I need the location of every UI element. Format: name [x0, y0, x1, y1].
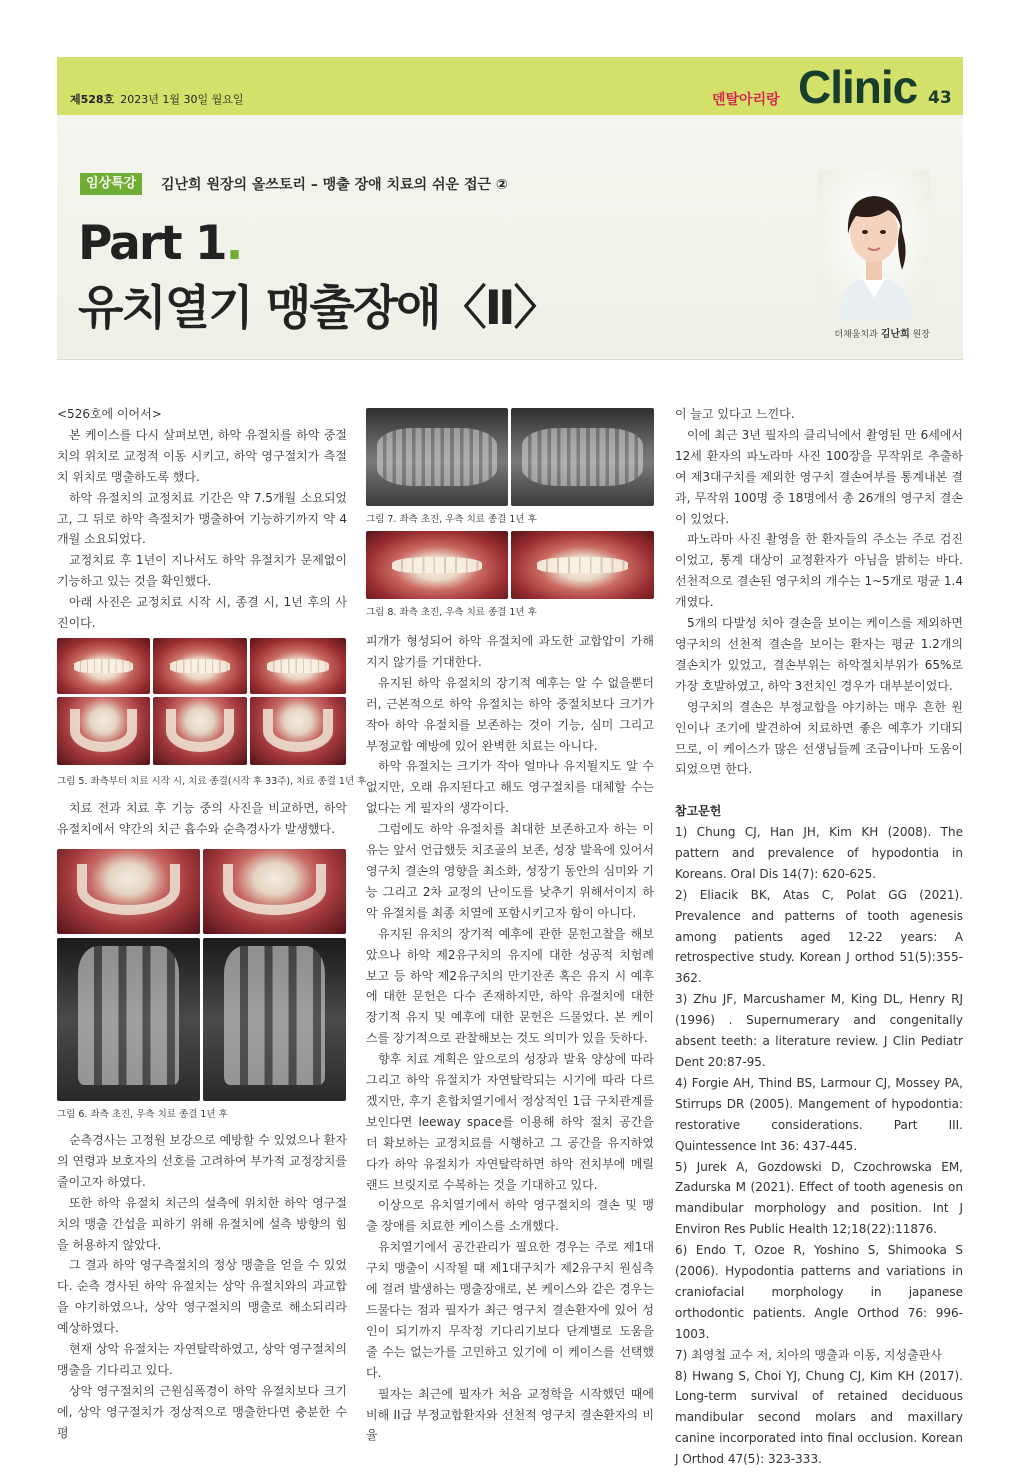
paragraph: 이에 최근 3년 필자의 클리닉에서 촬영된 만 6세에서 12세 환자의 파노라마 사진 100장을 무작위로 추출하여 제3대구치를 제외한 영구치 결손여부를 통계내본 결과, 무작위 100명 중 18명에서 총 26개의 영구치 결손이 있었다. — [675, 427, 963, 526]
fig5-photo-3 — [250, 638, 346, 694]
fig6-xray-2 — [203, 938, 346, 1101]
paragraph: 파노라마 사진 촬영을 한 환자들의 주소는 주로 검진이었고, 통계 대상이 교정환자가 아님을 밝히는 바다. 선천적으로 결손된 영구치의 개수는 1~5개로 평균 1.4개였다. — [675, 532, 963, 610]
category-badge: 임상특강 — [80, 173, 142, 195]
author-name: 김난희 — [880, 329, 910, 340]
fig7-pano-1 — [366, 408, 508, 506]
paragraph: 필자는 최근에 필자가 처음 교정학을 시작했던 때에 비해 II급 부정교합환자와 선천적 영구치 결손환자의 비율 — [366, 1386, 654, 1443]
col1-text-b — [57, 798, 347, 840]
paragraph: 이 늘고 있다고 느낀다. — [675, 407, 795, 421]
author-title: 원장 — [912, 330, 930, 340]
author-caption — [790, 325, 930, 340]
issue-info — [70, 91, 243, 107]
fig7-caption: 그림 7. 좌측 초진, 우측 치료 종결 1년 후 — [366, 514, 537, 525]
paragraph: 유치열기에서 공간관리가 필요한 경우는 주로 제1대구치 맹출이 시작될 때 제1대구치가 제2유구치 원심측에 걸려 발생하는 맹출장애로, 본 케이스와 같은 경우는 드물다는 점과 필자가 최근 영구치 결손환자에 있어 성인이 되기까지 무작정 기다리기보다 단계별로 도움을 줄 수는 없는가를 고민하고 있기에 이 케이스를 선택했다. — [366, 1240, 654, 1380]
paragraph: 향후 치료 계획은 앞으로의 성장과 발육 양상에 따라 그리고 하악 유절치가 자연탈락되는 시기에 따라 다르겠지만, 후기 혼합치열기에서 정상적인 1급 구치관계를 보인다면 leeway space를 이용해 하악 절치 공간을 더 확보하는 교정치료를 시행하고 그 공간을 유지하였다가 하악 유절치가 자연탈락하면 하악 전치부에 메릴랜드 브릿지로 수복하는 것을 기대하고 있다. — [366, 1052, 654, 1192]
reference-item: 1) Chung CJ, Han JH, Kim KH (2008). The pattern and prevalence of hypodontia in Koreans. Oral Dis 14(7): 620-625. — [675, 825, 963, 881]
fig6-xray-1 — [57, 938, 200, 1101]
fig5-photo-1 — [57, 638, 150, 694]
fig7-pano-2 — [511, 408, 654, 506]
reference-item: 2) Eliacik BK, Atas C, Polat GG (2021). Prevalence and patterns of tooth agenesis among patients aged 12-22 years: A retrospective study. Korean J orthod 51(5):355-362. — [675, 887, 963, 986]
references-heading: 참고문헌 — [675, 804, 722, 818]
issue-number: 제528호 — [70, 93, 115, 106]
paragraph: 피개가 형성되어 하악 유절치에 과도한 교합압이 가해지지 않기를 기대한다. — [366, 634, 654, 669]
paragraph: 본 케이스를 다시 살펴보면, 하악 유절치를 하악 중절치의 위치로 교정적 이동 시키고, 하악 영구절치가 측절치 위치로 맹출하도록 했다. — [57, 427, 347, 484]
paragraph: 그 결과 하악 영구측절치의 정상 맹출을 얻을 수 있었다. 순측 경사된 하악 유절치는 상악 유절치와의 과교합을 야기하였으나, 상악 영구절치의 맹출로 해소되리라 예상하였다. — [57, 1258, 347, 1336]
fig5-photo-5 — [153, 697, 247, 765]
paragraph: 하악 유절치는 크기가 작아 얼마나 유지될지도 알 수 없지만, 오래 유지된다고 해도 영구절치를 대체할 수는 없다는 게 필자의 생각이다. — [366, 759, 654, 816]
brand-name: 덴탈아리랑 — [712, 92, 780, 108]
fig5-photo-2 — [153, 638, 247, 694]
col2-text — [366, 631, 654, 1446]
paragraph: 또한 하악 유절치 치근의 설측에 위치한 하악 영구절치의 맹출 간섭을 피하기 위해 유절치에 설측 방향의 힘을 허용하지 않았다. — [57, 1195, 347, 1252]
fig5-photo-6 — [250, 697, 346, 765]
reference-item: 3) Zhu JF, Marcushamer M, King DL, Henry RJ (1996) . Supernumerary and congenitally absent teeth: a literature review. J Clin Pediatr Dent 20:87-95. — [675, 992, 963, 1069]
paragraph: 유지된 유치의 장기적 예후에 관한 문헌고찰을 해보았으나 하악 제2유구치의 유지에 대한 성공적 치험례 보고 등 하악 제2유구치의 만기잔존 혹은 유지 시 예후에 대한 문헌은 다수 존재하지만, 하악 유절치에 대한 장기적 유지 및 예후에 대한 문헌은 드물었다. 본 케이스를 장기적으로 관찰해보는 것도 의미가 있을 듯하다. — [366, 926, 654, 1046]
fig8-photo-2 — [511, 531, 654, 599]
col1-text-a — [57, 404, 347, 634]
main-title-line1 — [78, 216, 242, 271]
col1-text-c — [57, 1130, 347, 1444]
issue-date: 2023년 1월 30일 월요일 — [120, 93, 244, 106]
fig6-photo-1 — [57, 849, 200, 934]
fig8-photo-1 — [366, 531, 508, 599]
reference-item: 7) 최영철 교수 저, 치아의 맹출과 이동, 지성출판사 — [675, 1347, 942, 1362]
section-title: Clinic — [798, 61, 918, 113]
paragraph: <526호에 이어서> — [57, 407, 162, 421]
paragraph: 5개의 다발성 치아 결손을 보이는 케이스를 제외하면 영구치의 선천적 결손을 보이는 환자는 평균 1.2개의 결손치가 있었고, 결손부위는 하악절치부위가 65%로 가장 호발하였고, 하악 3전치인 경우가 대부분이었다. — [675, 616, 963, 693]
references-list — [675, 822, 963, 1470]
part-label: Part 1 — [78, 216, 226, 271]
fig8-caption: 그림 8. 좌측 초진, 우측 치료 종결 1년 후 — [366, 607, 537, 618]
author-clinic: 더채움치과 — [834, 330, 878, 340]
paragraph: 치료 전과 치료 후 기능 중의 사진을 비교하면, 하악 유절치에서 약간의 치근 흡수와 순측경사가 발생했다. — [57, 801, 347, 836]
author-portrait — [818, 170, 930, 320]
paragraph: 현재 상악 유절치는 자연탈락하였고, 상악 영구절치의 맹출을 기다리고 있다. — [57, 1342, 347, 1377]
paragraph: 하악 유절치의 교정치료 기간은 약 7.5개월 소요되었고, 그 뒤로 하악 측절치가 맹출하여 기능하기까지 약 4개월 소요되었다. — [57, 490, 347, 547]
paragraph: 유지된 하악 유절치의 장기적 예후는 알 수 없을뿐더러, 근본적으로 하악 유절치는 하악 중절치보다 크기가 작아 하악 유절치를 보존하는 것이 기능, 심미 그리고 부정교합 예방에 있어 완벽한 치료는 아니다. — [366, 675, 654, 753]
fig5-photo-4 — [57, 697, 150, 765]
main-title-line2: 유치열기 맹출장애〈Ⅱ〉 — [78, 281, 559, 336]
paragraph: 순측경사는 고정원 보강으로 예방할 수 있었으나 환자의 연령과 보호자의 선호를 고려하여 부가적 교정장치를 줄이고자 하였다. — [57, 1133, 347, 1189]
paragraph: 교정치료 후 1년이 지나서도 하악 유절치가 문제없이 기능하고 있는 것을 확인했다. — [57, 553, 347, 589]
reference-item: 4) Forgie AH, Thind BS, Larmour CJ, Mossey PA, Stirrups DR (2005). Mangement of hypodontia: restorative considerations. Part III. Quintessence Int 36: 437-445. — [675, 1075, 963, 1153]
reference-item: 8) Hwang S, Choi YJ, Chung CJ, Kim KH (2017). Long-term survival of retained deciduous mandibular second molars and maxillary canine incorporated into final occlusion. Korean J Orthod 47(5): 323-333. — [675, 1368, 963, 1467]
reference-item: 6) Endo T, Ozoe R, Yoshino S, Shimooka S (2006). Hypodontia patterns and variations in craniofacial morphology in japanese orthodontic patients. Angle Orthod 76: 996-1003. — [675, 1243, 963, 1341]
fig5-caption: 그림 5. 좌측부터 치료 시작 시, 치료 종결(시작 후 33주), 치료 종결 1년 후 — [57, 776, 367, 787]
paragraph: 그럼에도 하악 유절치를 최대한 보존하고자 하는 이유는 앞서 언급했듯 치조골의 보존, 성장 발육에 있어서 영구치 결손의 영향을 최소화, 성장기 동안의 심미와 기능 그리고 2차 교정의 난이도를 낮추기 위해서이지 하악 유절치를 최종 치열에 포함시키고자 함이 아니다. — [366, 822, 654, 920]
series-title: 김난희 원장의 올쓰토리 – 맹출 장애 치료의 쉬운 접근 ② — [161, 177, 508, 193]
col3-text — [675, 404, 963, 780]
paragraph: 영구치의 결손은 부정교합을 야기하는 매우 흔한 원인이나 조기에 발견하여 치료하면 좋은 예후가 기대되므로, 이 케이스가 많은 선생님들께 조금이나마 도움이 되었으면 한다. — [675, 699, 963, 777]
paragraph: 아래 사진은 교정치료 시작 시, 종결 시, 1년 후의 사진이다. — [57, 595, 347, 631]
title-dot: . — [225, 216, 242, 271]
page-number: 43 — [928, 88, 952, 108]
fig6-caption: 그림 6. 좌측 초진, 우측 치료 종결 1년 후 — [57, 1109, 228, 1120]
reference-item: 5) Jurek A, Gozdowski D, Czochrowska EM, Zadurska M (2021). Effect of tooth agenesis on mandibular morphology and position. Int J Environ Res Public Health 12;18(22):11876. — [675, 1159, 963, 1237]
paragraph: 이상으로 유치열기에서 하악 영구절치의 결손 및 맹출 장애를 치료한 케이스를 소개했다. — [366, 1198, 654, 1234]
paragraph: 상악 영구절치의 근원심폭경이 하악 유절치보다 크기에, 상악 영구절치가 정상적으로 맹출한다면 충분한 수평 — [57, 1383, 347, 1440]
fig6-photo-2 — [203, 849, 346, 934]
